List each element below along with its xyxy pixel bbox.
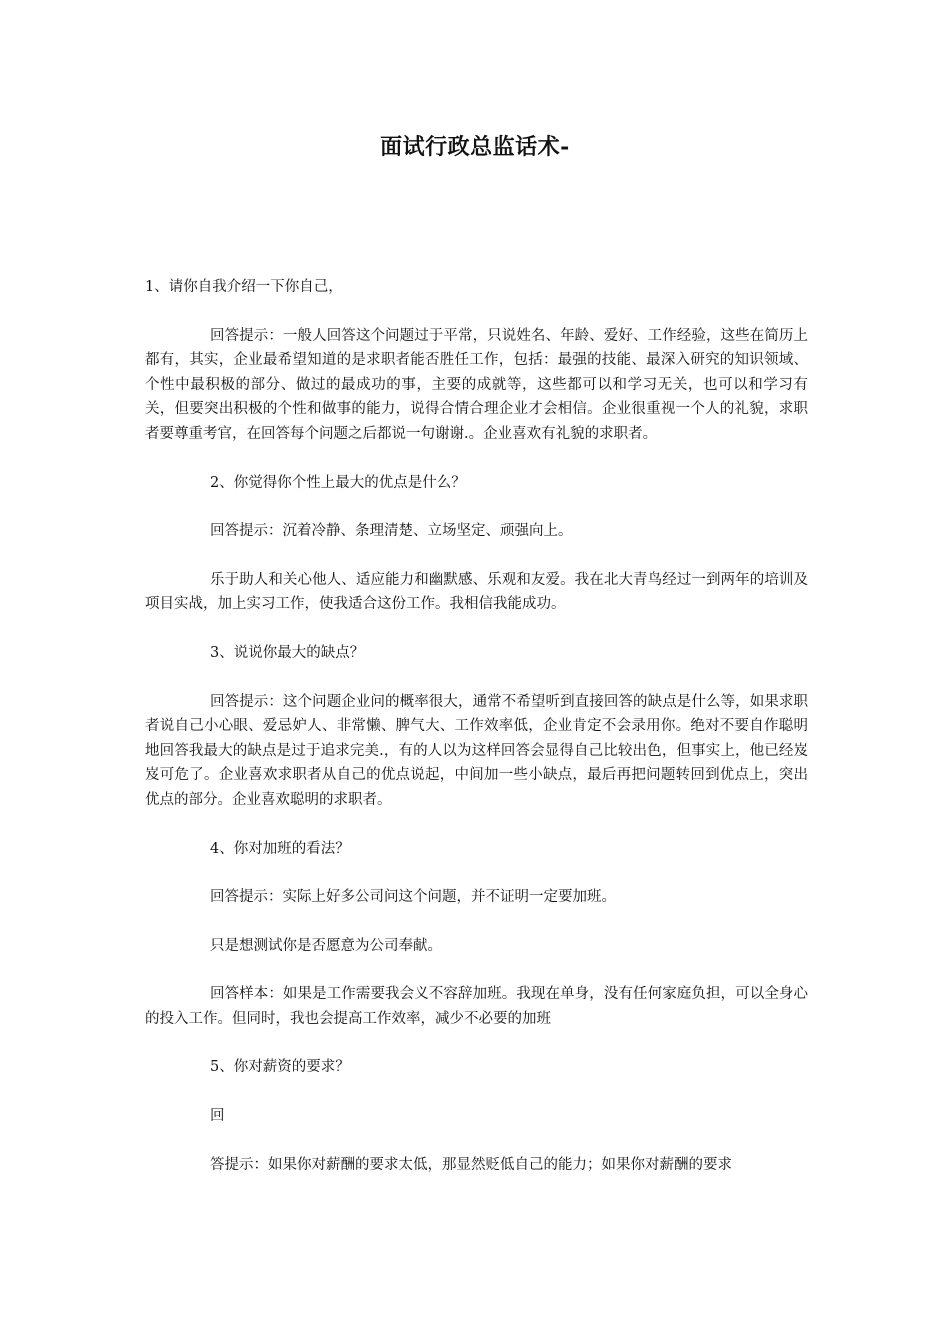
paragraph-a4-sample: 回答样本：如果是工作需要我会义不容辞加班。我现在单身，没有任何家庭负担，可以全身心的投入工作。但同时，我也会提高工作效率，减少不必要的加班 (145, 986, 808, 1027)
paragraph-a2: 回答提示：沉着冷静、条理清楚、立场坚定、顽强向上。 (210, 523, 573, 540)
paragraph-a5-start: 回 (210, 1108, 225, 1125)
paragraph-a1: 回答提示：一般人回答这个问题过于平常，只说姓名、年龄、爱好、工作经验，这些在简历上都有，其实，企业最希望知道的是求职者能否胜任工作，包括：最强的技能、最深入研究的知识领域、个性中最积极的部分、做过的最成功的事，主要的成就等，这些都可以和学习无关，也可以和学习有关，但要突出积极的个性和做事的能力，说得合情合理企业才会相信。企业很重视一个人的礼貌，求职者要尊重考官，在回答每个问题之后都说一句谢谢.。企业喜欢有礼貌的求职者。 (145, 327, 808, 442)
paragraph-q3: 3、说说你最大的缺点？ (210, 644, 365, 661)
paragraph-q1: 1、请你自我介绍一下你自己， (145, 279, 343, 295)
paragraph-q2: 2、你觉得你个性上最大的优点是什么？ (210, 474, 466, 491)
paragraph-a4: 回答提示：实际上好多公司问这个问题，并不证明一定要加班。 (210, 889, 616, 906)
paragraph-q5: 5、你对薪资的要求？ (210, 1059, 350, 1076)
paragraph-q4: 4、你对加班的看法？ (210, 840, 350, 857)
document-body (145, 275, 808, 1201)
paragraph-a5: 答提示：如果你对薪酬的要求太低，那显然贬低自己的能力；如果你对薪酬的要求 (210, 1156, 732, 1173)
paragraph-a3: 回答提示：这个问题企业问的概率很大，通常不希望听到直接回答的缺点是什么等，如果求职者说自己小心眼、爱忌妒人、非常懒、脾气大、工作效率低，企业肯定不会录用你。绝对不要自作聪明地回答我最大的缺点是过于追求完美.，有的人以为这样回答会显得自己比较出色，但事实上，他已经岌岌可危了。企业喜欢求职者从自己的优点说起，中间加一些小缺点，最后再把问题转回到优点上，突出优点的部分。企业喜欢聪明的求职者。 (145, 693, 808, 808)
paragraph-a4-cont: 只是想测试你是否愿意为公司奉献。 (210, 937, 442, 954)
document-title: 面试行政总监话术- (380, 134, 570, 160)
paragraph-a2-cont: 乐于助人和关心他人、适应能力和幽默感、乐观和友爱。我在北大青鸟经过一到两年的培训及项目实战，加上实习工作，使我适合这份工作。我相信我能成功。 (145, 571, 808, 613)
